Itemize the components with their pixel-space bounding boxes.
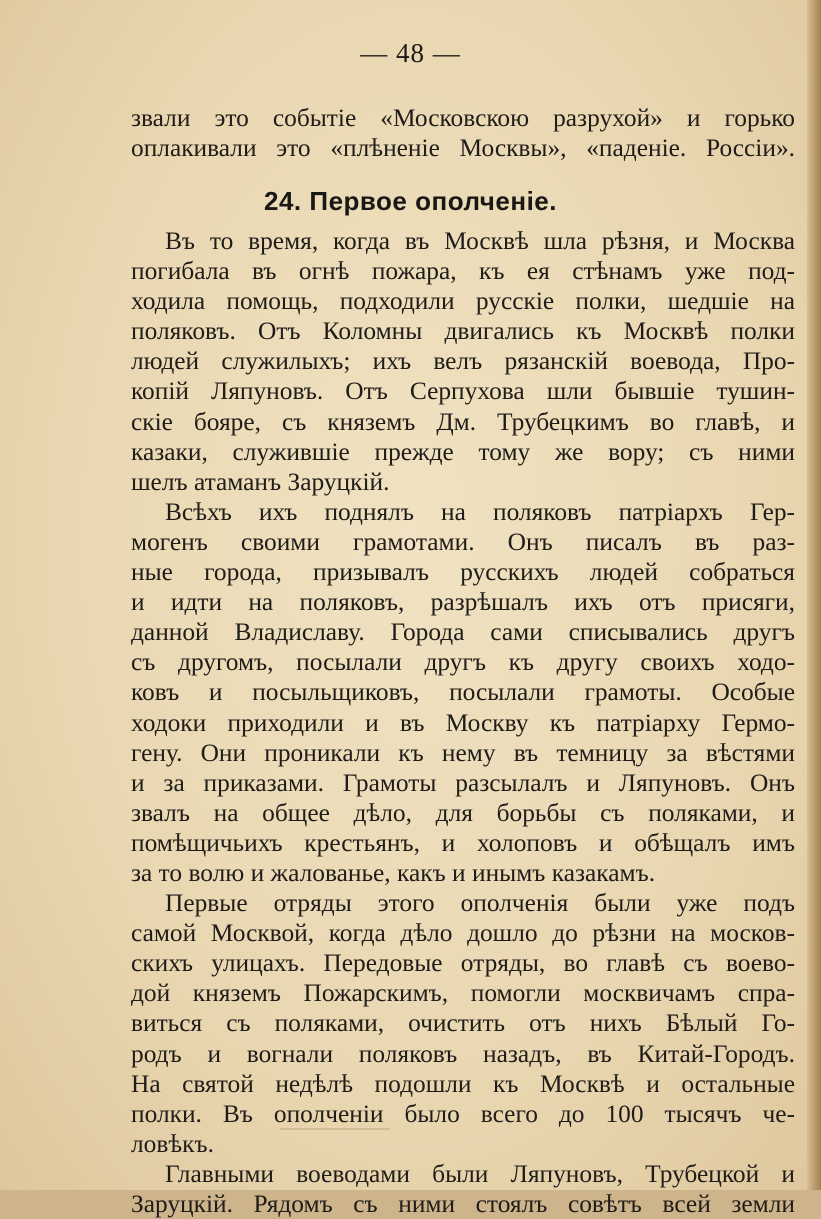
text-line: скихъ улицахъ. Передовые отряды, во главѣ съ воево- bbox=[131, 949, 795, 978]
text-line: скіе бояре, съ княземъ Дм. Трубецкимъ во главѣ, и bbox=[131, 407, 795, 436]
text-line: Всѣхъ ихъ поднялъ на поляковъ патріархъ Гер- bbox=[165, 497, 795, 526]
text-line: оплакивали это «плѣненіе Москвы», «паденіе. Россіи». bbox=[131, 133, 795, 162]
text-line: дой княземъ Пожарскимъ, помогли москвичамъ спра- bbox=[131, 979, 795, 1008]
text-line: виться съ поляками, очистить отъ нихъ Бѣлый Го- bbox=[131, 1009, 795, 1038]
text-line: съ другомъ, посылали другъ къ другу своихъ ходо- bbox=[131, 648, 795, 677]
section-body bbox=[131, 226, 795, 1219]
text-line: звалъ на общее дѣло, для борьбы съ поляками, и bbox=[131, 798, 795, 827]
text-line: ходила помощь, подходили русскіе полки, шедшіе на bbox=[131, 287, 795, 316]
text-line: шелъ атаманъ Заруцкій. bbox=[131, 467, 390, 496]
text-line: казаки, служившіе прежде тому же вору; съ ними bbox=[131, 437, 795, 466]
text-line: и за приказами. Грамоты разсылалъ и Ляпуновъ. Онъ bbox=[131, 768, 795, 797]
text-line: копій Ляпуновъ. Отъ Серпухова шли бывшіе тушин- bbox=[131, 377, 795, 406]
text-line: полки. Въ ополченіи было всего до 100 тысячъ че- bbox=[131, 1099, 795, 1128]
text-line: ные города, призывалъ русскихъ людей собраться bbox=[131, 558, 795, 587]
text-line: могенъ своими грамотами. Онъ писалъ въ раз- bbox=[131, 527, 795, 556]
text-line: Первые отряды этого ополченія были уже подъ bbox=[165, 889, 795, 918]
text-line: Заруцкій. Рядомъ съ ними стоялъ совѣтъ всей земли bbox=[131, 1190, 795, 1218]
text-line: помѣщичьихъ крестьянъ, и холоповъ и обѣщалъ имъ bbox=[131, 828, 795, 857]
intro-paragraph bbox=[131, 104, 795, 163]
text-line: людей служилыхъ; ихъ велъ рязанскій воевода, Про- bbox=[131, 347, 795, 376]
text-line: ковъ и посыльщиковъ, посылали грамоты. Особые bbox=[131, 678, 795, 707]
paper-mark bbox=[280, 1128, 390, 1130]
text-line: за то волю и жалованье, какъ и инымъ казакамъ. bbox=[131, 858, 656, 887]
text-line: самой Москвой, когда дѣло дошло до рѣзни на москов- bbox=[131, 919, 795, 948]
text-line: погибала въ огнѣ пожара, къ ея стѣнамъ уже под- bbox=[131, 257, 795, 286]
text-line: звали это событіе «Московскою разрухой» и горько bbox=[131, 104, 795, 132]
text-line: ходоки приходили и въ Москву къ патріарху Гермо- bbox=[131, 708, 795, 737]
text-line: ловѣкъ. bbox=[131, 1129, 214, 1158]
text-line: поляковъ. Отъ Коломны двигались къ Москвѣ полки bbox=[131, 317, 795, 346]
page-edge bbox=[807, 0, 821, 1190]
text-line: Главными воеводами были Ляпуновъ, Трубецкой и bbox=[165, 1159, 795, 1188]
section-heading: 24. Первое ополченіе. bbox=[264, 186, 557, 216]
text-line: На святой недѣлѣ подошли къ Москвѣ и остальные bbox=[131, 1069, 795, 1098]
text-line: гену. Они проникали къ нему въ темницу за вѣстями bbox=[131, 738, 795, 767]
text-line: Въ то время, когда въ Москвѣ шла рѣзня, и Москва bbox=[165, 227, 795, 255]
text-line: родъ и вогнали поляковъ назадъ, въ Китай-Городъ. bbox=[131, 1039, 795, 1068]
text-line: и идти на поляковъ, разрѣшалъ ихъ отъ присяги, bbox=[131, 588, 795, 617]
page-number: — 48 — bbox=[360, 38, 461, 68]
text-line: данной Владиславу. Города сами списывались другъ bbox=[131, 618, 795, 647]
